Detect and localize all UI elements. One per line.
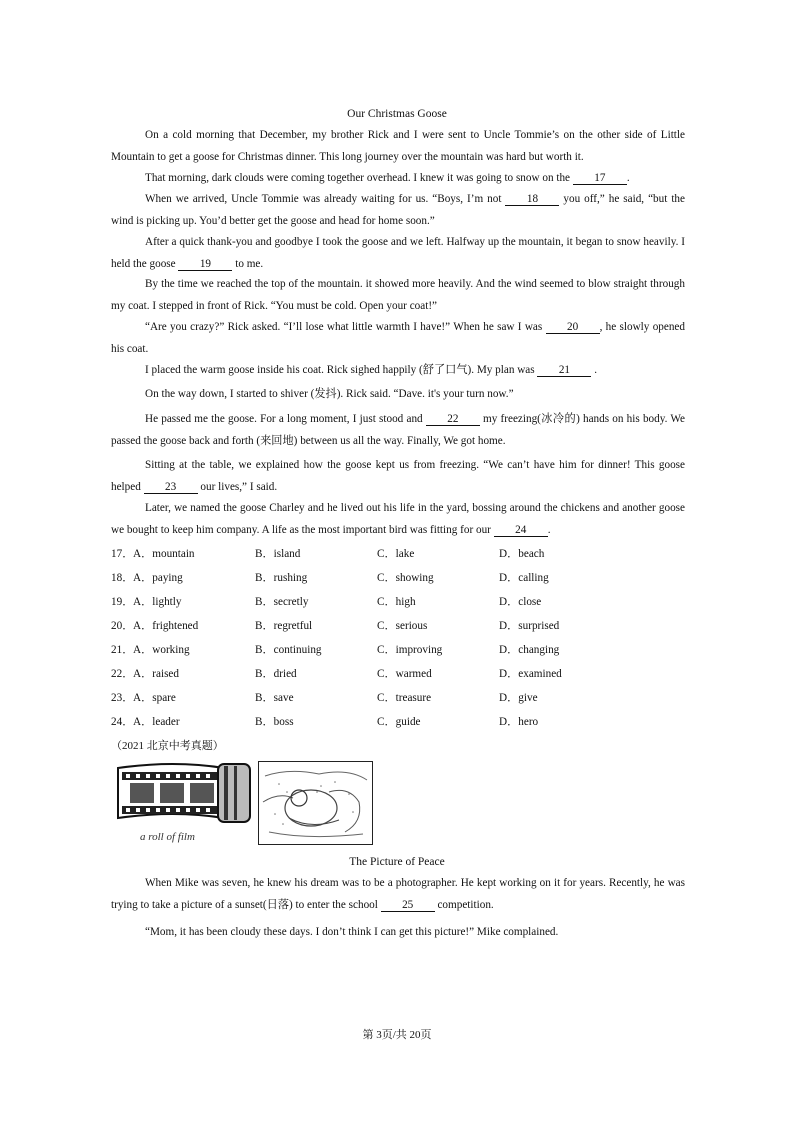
paragraph-text: competition. <box>434 898 494 911</box>
option-a: A．lightly <box>133 596 182 608</box>
option-b: B．boss <box>255 716 294 728</box>
question-number: 19． <box>111 596 134 608</box>
question-number: 17． <box>111 548 134 560</box>
option-a: A．working <box>133 644 190 656</box>
question-number: 20． <box>111 620 134 632</box>
option-b: B．save <box>255 692 294 704</box>
passage1-paragraph <box>111 125 685 168</box>
option-c: C．serious <box>377 620 428 632</box>
passage1-paragraph <box>111 455 685 498</box>
option-b: B．continuing <box>255 644 322 656</box>
answer-blank: 19 <box>178 258 232 271</box>
question-number: 23． <box>111 692 134 704</box>
paragraph-text: , he slowly opened his coat. <box>111 321 685 355</box>
option-d: D．close <box>499 596 542 608</box>
passage1-paragraph <box>111 317 685 360</box>
peace-picture-illustration <box>258 761 373 845</box>
question-number: 22． <box>111 668 134 680</box>
paragraph-text: Sitting at the table, we explained how the goose kept us from freezing. “We can’t have him for dinner! This goose helped <box>111 459 685 493</box>
passage1-paragraph <box>111 168 685 190</box>
answer-blank: 21 <box>537 364 591 377</box>
option-b: B．island <box>255 548 301 560</box>
paragraph-text: When we arrived, Uncle Tommie was already waiting for us. “Boys, I’m not <box>145 193 506 205</box>
option-row <box>111 689 711 707</box>
paragraph-text: our lives,” I said. <box>197 480 278 493</box>
option-c: C．guide <box>377 716 421 728</box>
option-d: D．surprised <box>499 620 560 632</box>
paragraph-text: “Are you crazy?” Rick asked. “I’ll lose what little warmth I have!” When he saw I was <box>145 321 546 333</box>
passage1-paragraph <box>111 189 685 232</box>
question-number: 21． <box>111 644 134 656</box>
answer-blank: 17 <box>573 172 627 185</box>
option-d: D．examined <box>499 668 562 680</box>
figure-caption: a roll of film <box>140 831 195 843</box>
passage2-paragraph <box>111 873 685 916</box>
paragraph-text: When Mike was seven, he knew his dream was to be a photographer. He kept working on it for years. Recently, he was trying to take a picture of a sunset(日落) to enter the school <box>111 877 685 911</box>
option-b: B．dried <box>255 668 297 680</box>
passage1-paragraph <box>111 498 685 541</box>
passage2-title: The Picture of Peace <box>349 856 445 868</box>
question-number: 24． <box>111 716 134 728</box>
passage1-paragraph <box>111 409 685 452</box>
paragraph-text: After a quick thank-you and goodbye I took the goose and we left. Halfway up the mountain, it began to snow heavily. I held the goose <box>111 236 685 270</box>
paragraph-text: That morning, dark clouds were coming together overhead. I knew it was going to snow on the <box>145 172 573 184</box>
option-a: A．raised <box>133 668 179 680</box>
question-number: 18． <box>111 572 134 584</box>
sleeping-child-sketch-icon <box>259 762 372 844</box>
paragraph-text: . <box>626 172 630 184</box>
option-b: B．secretly <box>255 596 309 608</box>
paragraph-text: He passed me the goose. For a long moment, I just stood and <box>145 413 426 425</box>
paragraph-text: Later, we named the goose Charley and he lived out his life in the yard, bossing around the chickens and another goose we bought to keep him company. A life as the most important bird was fitting for our <box>111 502 685 536</box>
option-c: C．high <box>377 596 416 608</box>
answer-blank: 25 <box>381 899 435 912</box>
option-row <box>111 713 711 731</box>
option-row <box>111 665 711 683</box>
option-a: A．frightened <box>133 620 199 632</box>
option-row <box>111 641 711 659</box>
paragraph-text: you off,” he said, “but the wind is picking up. You’d better get the goose and head for home soon.” <box>111 193 685 227</box>
answer-blank: 24 <box>494 524 548 537</box>
page-footer: 第 3页/共 20页 <box>362 1029 432 1041</box>
paragraph-text: On a cold morning that December, my brother Rick and I were sent to Uncle Tommie’s on the other side of Little Mountain to get a goose for Christmas dinner. This long journey over the mountain was hard but worth it. <box>111 129 685 163</box>
option-d: D．hero <box>499 716 539 728</box>
option-a: A．paying <box>133 572 183 584</box>
paragraph-text: “Mom, it has been cloudy these days. I don’t think I can get this picture!” Mike complained. <box>145 926 559 938</box>
paragraph-text: to me. <box>232 257 264 270</box>
answer-blank: 18 <box>505 193 559 206</box>
option-a: A．spare <box>133 692 176 704</box>
option-row <box>111 569 711 587</box>
option-a: A．leader <box>133 716 180 728</box>
option-d: D．beach <box>499 548 545 560</box>
answer-blank: 22 <box>426 413 480 426</box>
option-row <box>111 593 711 611</box>
passage1-title: Our Christmas Goose <box>347 108 447 120</box>
answer-blank: 20 <box>546 321 600 334</box>
paragraph-text: my freezing(冰冷的) hands on his body. We passed the goose back and forth (来回地) between us all the way. Finally, We got home. <box>111 413 686 447</box>
film-strip-icon <box>118 764 250 822</box>
paragraph-text: On the way down, I started to shiver (发抖). Rick said. “Dave. it's your turn now.” <box>145 388 514 400</box>
option-c: C．lake <box>377 548 415 560</box>
option-d: D．calling <box>499 572 549 584</box>
passage1-paragraph <box>111 274 685 317</box>
option-b: B．regretful <box>255 620 313 632</box>
passage2-paragraph <box>111 922 685 944</box>
paragraph-text: By the time we reached the top of the mountain. it showed more heavily. And the wind seemed to blow straight through my coat. I stepped in front of Rick. “You must be cold. Open your coat!” <box>111 278 685 312</box>
option-c: C．improving <box>377 644 443 656</box>
passage1-paragraph <box>111 384 685 406</box>
passage1-paragraph <box>111 360 685 382</box>
film-roll-illustration <box>114 758 254 846</box>
answer-blank: 23 <box>144 481 198 494</box>
option-c: C．treasure <box>377 692 432 704</box>
paragraph-text: I placed the warm goose inside his coat. Rick sighed happily (舒了口气). My plan was <box>145 364 538 376</box>
option-row <box>111 545 711 563</box>
option-d: D．changing <box>499 644 560 656</box>
option-b: B．rushing <box>255 572 308 584</box>
source-note: （2021 北京中考真题） <box>111 740 224 752</box>
paragraph-text: . <box>591 364 598 376</box>
paragraph-text: . <box>547 523 551 536</box>
option-d: D．give <box>499 692 538 704</box>
option-a: A．mountain <box>133 548 195 560</box>
option-c: C．warmed <box>377 668 432 680</box>
option-row <box>111 617 711 635</box>
option-c: C．showing <box>377 572 434 584</box>
passage1-paragraph <box>111 232 685 275</box>
